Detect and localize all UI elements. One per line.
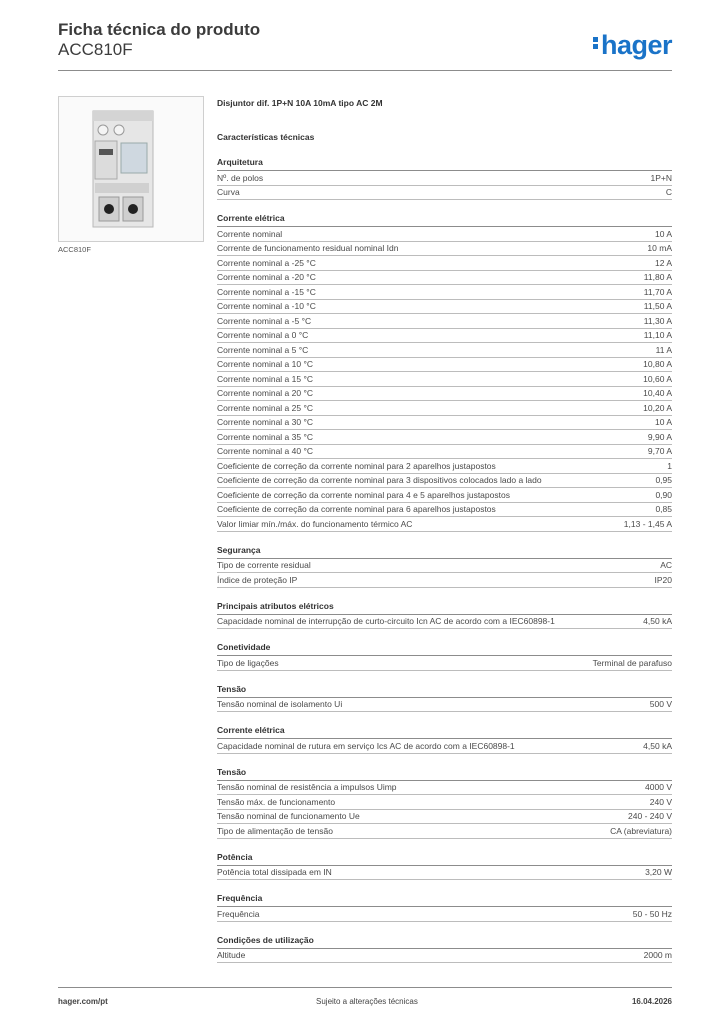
spec-value: CA (abreviatura)	[610, 825, 672, 836]
spec-section	[217, 892, 672, 922]
spec-value: 4,50 kA	[643, 616, 672, 626]
spec-section	[217, 934, 672, 964]
footer-website[interactable]: hager.com/pt	[58, 997, 108, 1006]
spec-value: 11,10 A	[643, 330, 672, 340]
spec-label: Corrente nominal a 5 °C	[217, 344, 309, 355]
spec-section	[217, 766, 672, 839]
spec-row	[217, 559, 672, 574]
section-title: Tensão	[217, 683, 672, 698]
spec-label: Corrente nominal a 20 °C	[217, 388, 314, 398]
product-model: ACC810F	[58, 40, 133, 59]
spec-row	[217, 517, 672, 532]
section-title: Segurança	[217, 544, 672, 559]
spec-row	[217, 314, 672, 329]
spec-row	[217, 430, 672, 445]
image-caption: ACC810F	[58, 245, 91, 254]
spec-label: Corrente nominal a 10 °C	[217, 359, 314, 369]
spec-section	[217, 851, 672, 881]
section-title: Arquitetura	[217, 156, 672, 171]
spec-value: 0,85	[655, 504, 672, 514]
spec-section	[217, 683, 672, 713]
section-title: Corrente elétrica	[217, 724, 672, 739]
spec-label: Potência total dissipada em IN	[217, 867, 332, 877]
spec-label: Corrente nominal a 30 °C	[217, 417, 314, 427]
spec-label: Corrente de funcionamento residual nominal Idn	[217, 243, 399, 253]
spec-row	[217, 358, 672, 373]
section-title: Condições de utilização	[217, 934, 672, 949]
spec-value: 10 A	[654, 228, 672, 239]
footer-date: 16.04.2026	[631, 997, 672, 1006]
spec-value: 11,50 A	[643, 301, 672, 311]
spec-row	[217, 445, 672, 460]
spec-label: Capacidade nominal de rutura em serviço Ics AC de acordo com a IEC60898-1	[217, 740, 515, 751]
section-title: Corrente elétrica	[217, 212, 672, 227]
spec-row	[217, 343, 672, 358]
spec-value: 11 A	[655, 344, 672, 355]
spec-sections	[217, 156, 672, 963]
spec-row	[217, 810, 672, 825]
spec-label: Tipo de corrente residual	[217, 560, 311, 570]
spec-value: 10 mA	[647, 243, 672, 253]
spec-section	[217, 212, 672, 532]
spec-section	[217, 724, 672, 754]
spec-label: Altitude	[217, 950, 246, 960]
spec-label: Nº. de polos	[217, 172, 264, 183]
spec-value: 3,20 W	[645, 867, 672, 877]
spec-section	[217, 544, 672, 588]
spec-row	[217, 656, 672, 671]
spec-row	[217, 781, 672, 796]
spec-label: Coeficiente de correção da corrente nominal para 2 aparelhos justapostos	[217, 460, 496, 471]
spec-value: 9,90 A	[647, 431, 672, 442]
spec-row	[217, 285, 672, 300]
spec-row	[217, 488, 672, 503]
spec-row	[217, 329, 672, 344]
spec-row	[217, 615, 672, 630]
spec-value: 2000 m	[643, 950, 672, 960]
footer-divider	[58, 987, 672, 988]
spec-label: Tensão nominal de funcionamento Ue	[217, 811, 360, 821]
circuit-breaker-icon	[59, 97, 203, 241]
spec-value: 10 A	[654, 417, 672, 427]
spec-row	[217, 503, 672, 518]
spec-label: Índice de proteção IP	[217, 574, 298, 585]
spec-value: 11,30 A	[643, 315, 672, 326]
section-title: Frequência	[217, 892, 672, 907]
spec-label: Capacidade nominal de interrupção de curto-circuito Icn AC de acordo com a IEC60898-1	[217, 616, 555, 626]
spec-value: 0,90	[655, 489, 672, 500]
spec-label: Corrente nominal a 40 °C	[217, 446, 314, 456]
spec-value: 500 V	[649, 699, 672, 709]
spec-value: 10,60 A	[643, 373, 672, 384]
spec-row	[217, 256, 672, 271]
spec-value: 10,20 A	[643, 402, 672, 413]
spec-label: Corrente nominal a -25 °C	[217, 257, 316, 268]
page-header	[58, 20, 672, 72]
spec-heading: Características técnicas	[217, 132, 315, 142]
spec-value: 12 A	[654, 257, 672, 268]
spec-label: Tensão nominal de resistência a impulsos Uimp	[217, 782, 397, 792]
spec-row	[217, 372, 672, 387]
spec-label: Coeficiente de correção da corrente nominal para 3 dispositivos colocados lado a lado	[217, 475, 542, 485]
spec-value: 1	[667, 460, 672, 471]
spec-value: 240 - 240 V	[628, 811, 672, 821]
spec-row	[217, 949, 672, 964]
spec-row	[217, 907, 672, 922]
product-image	[58, 96, 204, 242]
spec-section	[217, 156, 672, 200]
spec-label: Corrente nominal a 25 °C	[217, 402, 314, 413]
product-name: Disjuntor dif. 1P+N 10A 10mA tipo AC 2M	[217, 98, 383, 108]
spec-label: Valor limiar mín./máx. do funcionamento térmico AC	[217, 518, 413, 529]
spec-row	[217, 795, 672, 810]
header-divider	[58, 70, 672, 71]
spec-row	[217, 698, 672, 713]
spec-row	[217, 416, 672, 431]
spec-value: 11,70 A	[643, 286, 672, 297]
spec-row	[217, 242, 672, 257]
spec-value: 11,80 A	[643, 272, 672, 282]
spec-value: C	[665, 187, 672, 197]
section-title: Tensão	[217, 766, 672, 781]
spec-row	[217, 474, 672, 489]
spec-label: Coeficiente de correção da corrente nominal para 4 e 5 aparelhos justapostos	[217, 489, 510, 500]
spec-value: 9,70 A	[647, 446, 672, 456]
spec-label: Corrente nominal a -20 °C	[217, 272, 316, 282]
page-title: Ficha técnica do produto	[58, 20, 261, 39]
spec-value: 50 - 50 Hz	[632, 908, 672, 919]
spec-row	[217, 271, 672, 286]
spec-label: Corrente nominal a 0 °C	[217, 330, 309, 340]
spec-section	[217, 641, 672, 671]
section-title: Potência	[217, 851, 672, 866]
spec-row	[217, 401, 672, 416]
spec-value: 10,40 A	[643, 388, 672, 398]
spec-row	[217, 387, 672, 402]
spec-value: AC	[660, 560, 672, 570]
spec-row	[217, 824, 672, 839]
spec-label: Corrente nominal a -15 °C	[217, 286, 316, 297]
spec-section	[217, 600, 672, 630]
spec-value: 4000 V	[645, 782, 672, 792]
spec-label: Corrente nominal a -10 °C	[217, 301, 316, 311]
spec-label: Corrente nominal a 35 °C	[217, 431, 314, 442]
spec-row	[217, 171, 672, 186]
spec-label: Corrente nominal a -5 °C	[217, 315, 312, 326]
spec-row	[217, 866, 672, 881]
spec-row	[217, 227, 672, 242]
spec-label: Corrente nominal a 15 °C	[217, 373, 314, 384]
footer-note: Sujeito a alterações técnicas	[316, 997, 418, 1006]
hager-logo: hager	[593, 30, 672, 61]
section-title: Conetividade	[217, 641, 672, 656]
spec-value: 0,95	[655, 475, 672, 485]
spec-row	[217, 300, 672, 315]
spec-value: 10,80 A	[643, 359, 672, 369]
spec-value: 4,50 kA	[643, 740, 672, 751]
spec-label: Tipo de ligações	[217, 657, 279, 668]
spec-label: Coeficiente de correção da corrente nominal para 6 aparelhos justapostos	[217, 504, 496, 514]
spec-content	[217, 96, 672, 963]
spec-label: Curva	[217, 187, 240, 197]
spec-value: 1,13 - 1,45 A	[623, 518, 672, 529]
spec-value: IP20	[654, 574, 672, 585]
spec-row	[217, 573, 672, 588]
spec-value: 1P+N	[650, 172, 672, 183]
spec-label: Tensão máx. de funcionamento	[217, 796, 336, 807]
spec-row	[217, 459, 672, 474]
spec-label: Corrente nominal	[217, 228, 283, 239]
spec-label: Tipo de alimentação de tensão	[217, 825, 333, 836]
spec-label: Tensão nominal de isolamento Ui	[217, 699, 343, 709]
spec-value: 240 V	[649, 796, 672, 807]
spec-value: Terminal de parafuso	[592, 657, 672, 668]
spec-row	[217, 186, 672, 201]
spec-label: Frequência	[217, 908, 260, 919]
logo-dots-icon	[593, 35, 598, 51]
section-title: Principais atributos elétricos	[217, 600, 672, 615]
spec-row	[217, 739, 672, 754]
